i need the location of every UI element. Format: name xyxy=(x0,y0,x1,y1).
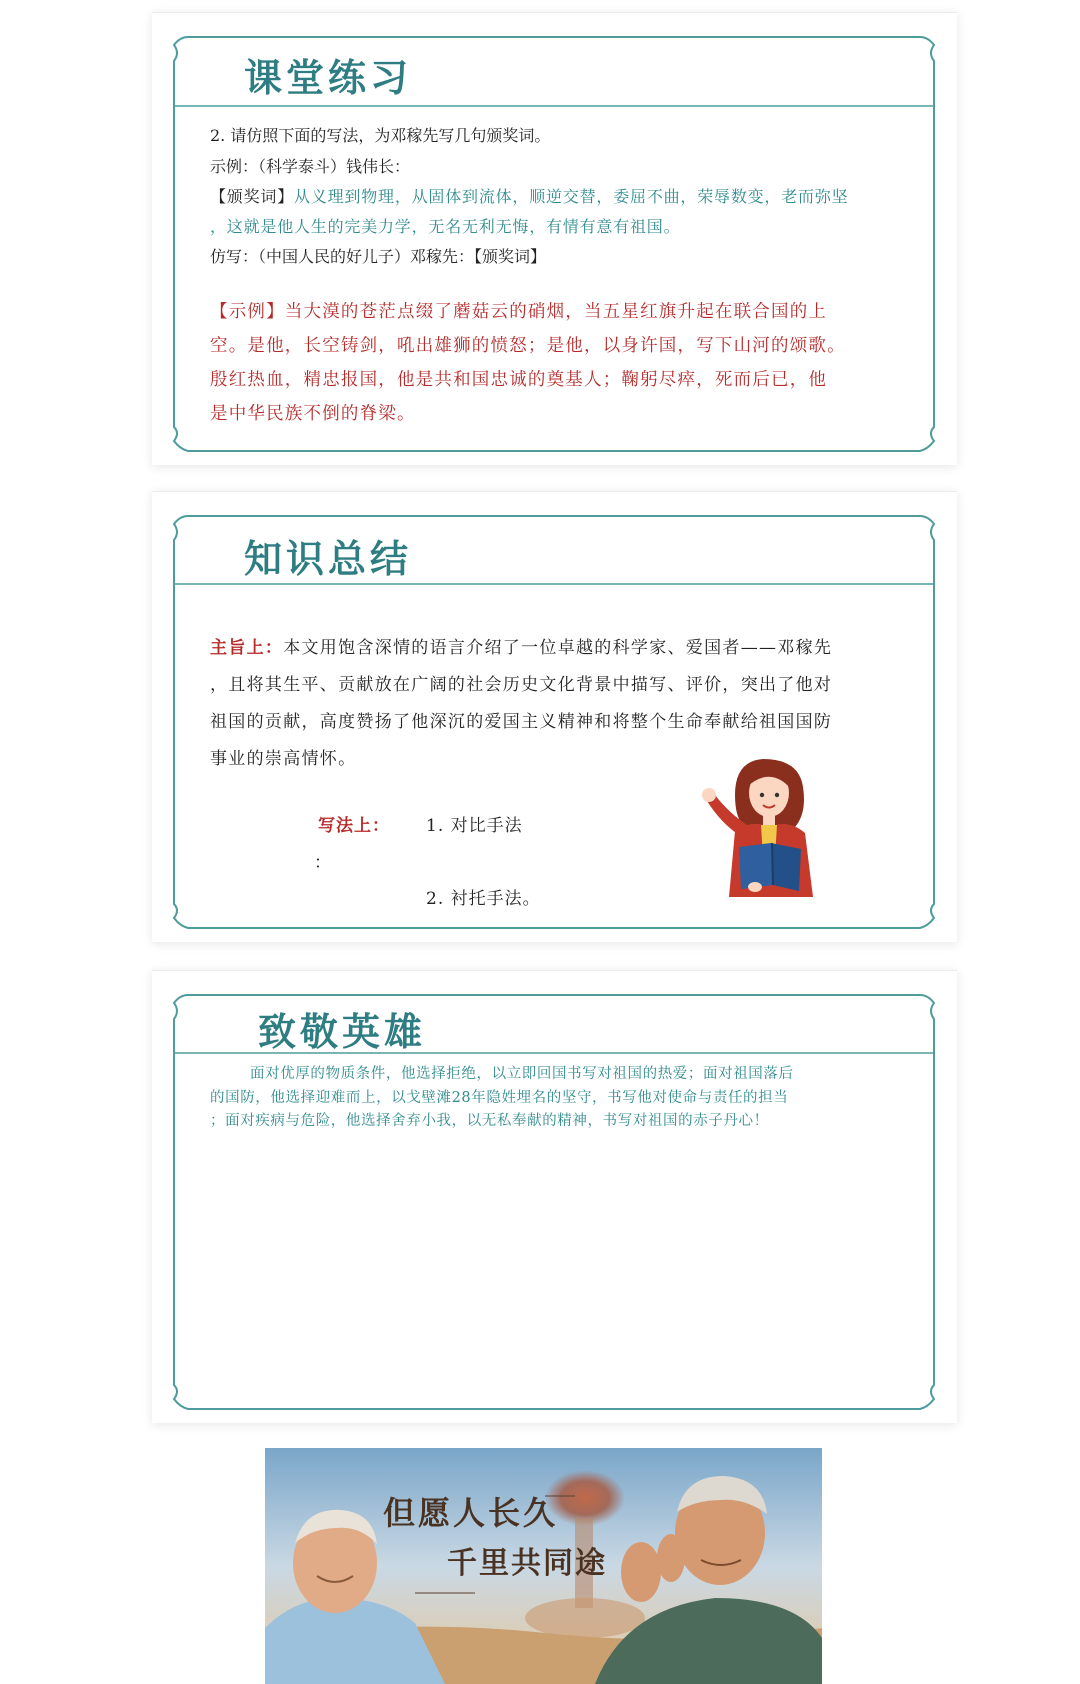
writing-item-2: 2. 衬托手法。 xyxy=(426,889,541,909)
teacher-illustration xyxy=(695,747,845,902)
theme-line-3: 祖国的贡献，高度赞扬了他深沉的爱国主义精神和将整个生命奉献给祖国国防 xyxy=(210,712,833,732)
imitate-label: 仿写：（中国人民的好儿子）邓稼先：【颁奖词】 xyxy=(210,247,547,266)
theme-text-1: 本文用饱含深情的语言介绍了一位卓越的科学家、爱国者——邓稼先 xyxy=(283,638,833,658)
tribute-block xyxy=(210,1063,794,1134)
theme-line-2: ，且将其生平、贡献放在广阔的社会历史文化背景中描写、评价，突出了他对 xyxy=(210,675,833,695)
answer-line-2: 空。是他，长空铸剑，吼出雄狮的愤怒；是他，以身许国，写下山河的颂歌。 xyxy=(210,336,846,356)
photo-caption-1: 但愿人长久 xyxy=(383,1494,559,1532)
question-text: 2. 请仿照下面的写法，为邓稼先写几句颁奖词。 xyxy=(210,126,551,145)
slide-title: 课堂练习 xyxy=(244,55,413,100)
award-line-1 xyxy=(210,182,848,212)
award-tag: 【颁奖词】 xyxy=(210,187,295,206)
writing-label: 写法上： xyxy=(318,816,390,836)
slide-classroom-exercise xyxy=(152,12,957,465)
theme-label: 主旨上： xyxy=(210,638,284,658)
award-line-2: ，这就是他人生的完美力学，无名无利无悔，有情有意有祖国。 xyxy=(210,217,681,236)
example-label: 示例：（科学泰斗）钱伟长： xyxy=(210,157,411,176)
answer-line-4: 是中华民族不倒的脊梁。 xyxy=(210,404,416,424)
writing-colon: ： xyxy=(314,853,331,873)
slide-title: 致敬英雄 xyxy=(258,1009,427,1054)
theme-line-1 xyxy=(210,630,832,667)
slide-knowledge-summary xyxy=(152,491,957,942)
slide-title: 知识总结 xyxy=(244,536,413,581)
answer-line-3: 殷红热血，精忠报国，他是共和国忠诚的奠基人；鞠躬尽瘁，死而后已，他 xyxy=(210,370,828,390)
tribute-line-1: 面对优厚的物质条件，他选择拒绝，以立即回国书写对祖国的热爱；面对祖国落后 xyxy=(250,1066,794,1082)
photo-caption-2: 千里共同途 xyxy=(447,1546,607,1581)
slide-salute-heroes xyxy=(152,970,957,1581)
answer-line-1 xyxy=(210,295,846,329)
award-text-1: 从义理到物理，从固体到流体，顺逆交替，委屈不曲，荣辱数变，老而弥坚 xyxy=(294,187,849,206)
tribute-line-3: ；面对疾病与危险，他选择舍弃小我，以无私奉献的精神，书写对祖国的赤子丹心！ xyxy=(210,1113,769,1129)
answer-block xyxy=(210,295,846,431)
answer-text-1: 当大漠的苍茫点缀了蘑菇云的硝烟，当五星红旗升起在联合国的上 xyxy=(284,302,828,322)
answer-tag: 【示例】 xyxy=(210,302,285,322)
hero-photo xyxy=(265,1448,822,1684)
writing-item-1: 1. 对比手法 xyxy=(426,816,523,836)
theme-line-4: 事业的崇高情怀。 xyxy=(210,749,357,769)
tribute-line-2: 的国防，他选择迎难而上，以戈壁滩28年隐姓埋名的坚守，书写他对使命与责任的担当 xyxy=(210,1089,789,1106)
